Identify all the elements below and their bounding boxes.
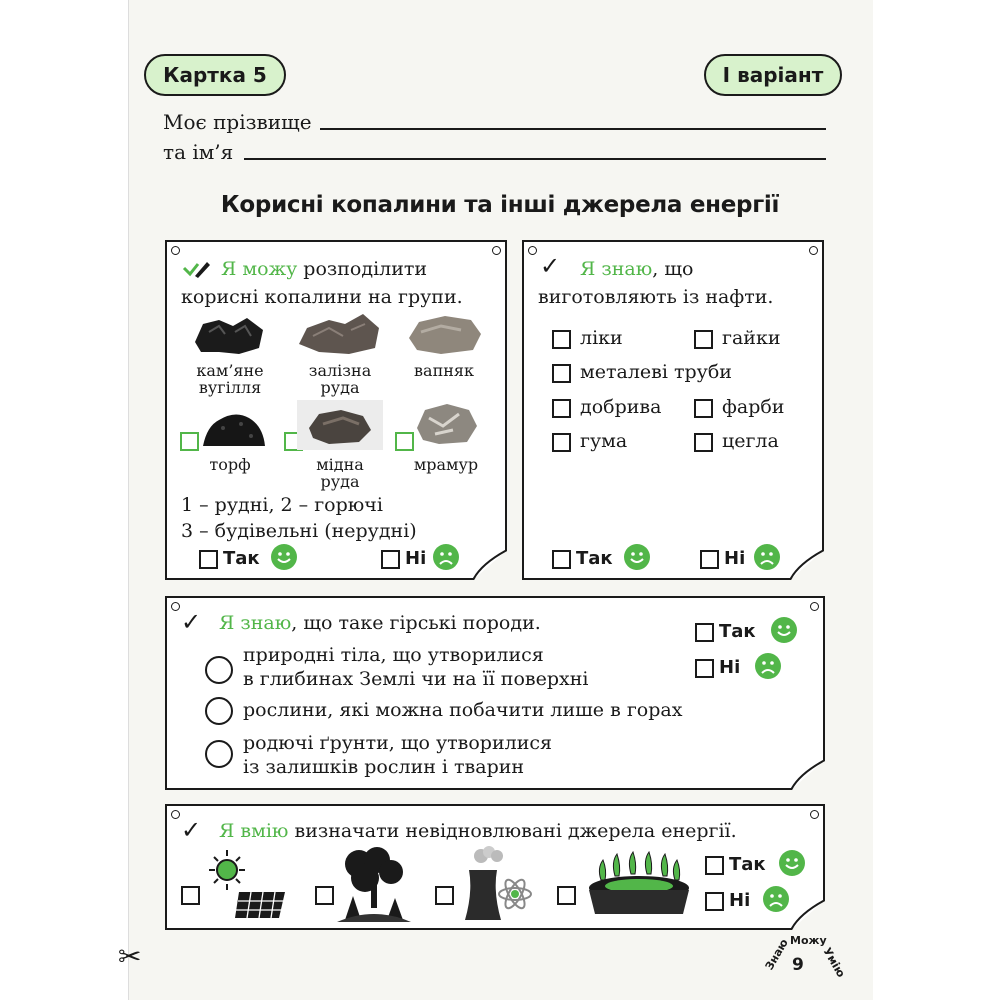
- pencil-check-icon: [181, 256, 211, 280]
- option-checkbox[interactable]: [694, 330, 713, 349]
- card3-lead-green: Я знаю: [219, 612, 292, 634]
- yes-label: Так: [223, 548, 260, 569]
- brand-word-3: Умію: [820, 945, 848, 980]
- page-title: Корисні копалини та інші джерела енергії: [220, 192, 780, 218]
- brand-word-2: Можу: [790, 934, 827, 947]
- no-label: Ні: [724, 548, 746, 569]
- scissors-icon: ✂: [118, 940, 142, 973]
- card-number-pill: [144, 54, 286, 96]
- mineral-label-line: вапняк: [414, 361, 474, 380]
- variant-label: І варіант: [722, 63, 824, 87]
- card1-lead-green: Я можу: [221, 258, 298, 280]
- energy-checkbox[interactable]: [315, 886, 334, 905]
- option-checkbox[interactable]: [552, 330, 571, 349]
- option-label: добрива: [580, 396, 662, 418]
- happy-face-icon: [779, 850, 805, 876]
- option-label: гума: [580, 430, 628, 452]
- iron-ore-icon: [295, 310, 385, 358]
- mineral-label-line: руда: [320, 472, 360, 491]
- mineral-label-marble: [401, 456, 491, 473]
- mineral-label-line: торф: [209, 455, 251, 474]
- mineral-label-iron: [295, 362, 385, 396]
- page-curl-icon: [791, 760, 825, 790]
- pin-icon: [528, 246, 537, 255]
- page-number: 9: [792, 955, 804, 975]
- card1-lead: [221, 258, 427, 280]
- energy-checkbox[interactable]: [435, 886, 454, 905]
- card4-lead: [219, 820, 737, 842]
- marble-icon: [413, 400, 481, 448]
- mineral-label-line: руда: [320, 378, 360, 397]
- card-energy-sources: [165, 804, 825, 930]
- option-label: природні тіла, що утворилися: [243, 644, 544, 666]
- option-label: із залишків рослин і тварин: [243, 756, 525, 778]
- card2-lead-green: Я знаю: [580, 258, 653, 280]
- card1-line2: корисні копалини на групи.: [181, 286, 463, 308]
- pin-icon: [810, 810, 819, 819]
- option-radio[interactable]: [205, 740, 233, 768]
- yes-checkbox[interactable]: [695, 623, 714, 642]
- yes-checkbox[interactable]: [705, 856, 724, 875]
- pin-icon: [171, 810, 180, 819]
- option-checkbox[interactable]: [552, 433, 571, 452]
- mineral-label-line: кам’яне: [196, 361, 264, 380]
- legend-line-1: 1 – рудні, 2 – горючі: [181, 494, 383, 516]
- surname-label: Моє прізвище: [163, 110, 312, 134]
- no-checkbox[interactable]: [700, 550, 719, 569]
- sad-face-icon: [755, 653, 781, 679]
- mineral-label-line: мідна: [316, 455, 364, 474]
- mineral-label-limestone: [399, 362, 489, 379]
- yes-checkbox[interactable]: [552, 550, 571, 569]
- option-label: родючі ґрунти, що утворилися: [243, 732, 552, 754]
- no-label: Ні: [405, 548, 427, 569]
- option-label: рослини, які можна побачити лише в горах: [243, 699, 683, 721]
- option-checkbox[interactable]: [694, 399, 713, 418]
- card2-lead: [580, 258, 693, 280]
- sad-face-icon: [754, 544, 780, 570]
- option-checkbox[interactable]: [694, 433, 713, 452]
- nuclear-plant-icon: [457, 846, 537, 922]
- forest-icon: [337, 846, 411, 922]
- mineral-checkbox-marble[interactable]: [395, 432, 414, 451]
- pin-icon: [492, 246, 501, 255]
- card-number-label: Картка 5: [163, 63, 267, 87]
- card4-lead-green: Я вмію: [219, 820, 289, 842]
- option-label: цегла: [722, 430, 779, 452]
- no-checkbox[interactable]: [705, 892, 724, 911]
- no-label: Ні: [719, 657, 741, 678]
- pin-icon: [810, 602, 819, 611]
- energy-checkbox[interactable]: [181, 886, 200, 905]
- checkmark-icon: ✓: [181, 816, 202, 844]
- card2-lead-rest: , що: [652, 258, 694, 280]
- option-checkbox[interactable]: [552, 364, 571, 383]
- limestone-icon: [405, 312, 485, 356]
- checkmark-icon: ✓: [540, 252, 561, 280]
- surname-field[interactable]: [320, 128, 826, 130]
- coal-icon: [189, 312, 269, 358]
- yes-label: Так: [729, 854, 766, 875]
- option-radio[interactable]: [205, 697, 233, 725]
- happy-face-icon: [624, 544, 650, 570]
- pin-icon: [809, 246, 818, 255]
- pin-icon: [171, 246, 180, 255]
- mineral-label-line: залізна: [308, 361, 372, 380]
- brand-word-1: Знаю: [762, 936, 791, 973]
- mineral-label-line: мрамур: [413, 455, 479, 474]
- card1-lead-rest: розподілити: [297, 258, 428, 280]
- option-radio[interactable]: [205, 656, 233, 684]
- card3-lead: [219, 612, 541, 634]
- card3-lead-rest: , що таке гірські породи.: [291, 612, 541, 634]
- sad-face-icon: [433, 544, 459, 570]
- no-checkbox[interactable]: [381, 550, 400, 569]
- card2-line2: виготовляють із нафти.: [538, 286, 774, 308]
- yes-label: Так: [719, 621, 756, 642]
- first-name-label: та ім’я: [163, 140, 234, 164]
- pin-icon: [171, 602, 180, 611]
- page-curl-icon: [791, 900, 825, 930]
- sad-face-icon: [763, 886, 789, 912]
- happy-face-icon: [271, 544, 297, 570]
- option-label: в глибинах Землі чи на її поверхні: [243, 668, 589, 690]
- card-minerals-groups: [165, 240, 507, 580]
- yes-checkbox[interactable]: [199, 550, 218, 569]
- checkmark-icon: ✓: [181, 608, 202, 636]
- option-label: металеві труби: [580, 361, 732, 383]
- option-label: фарби: [722, 396, 785, 418]
- option-label: гайки: [722, 327, 781, 349]
- legend-line-2: 3 – будівельні (нерудні): [181, 520, 417, 542]
- card-oil-products: [522, 240, 824, 580]
- copper-ore-icon: [303, 406, 375, 446]
- mineral-label-peat: [185, 456, 275, 473]
- gas-burner-icon: [581, 850, 691, 918]
- happy-face-icon: [771, 617, 797, 643]
- mineral-label-coal: [185, 362, 275, 396]
- no-checkbox[interactable]: [695, 659, 714, 678]
- card-rocks: [165, 596, 825, 790]
- solar-panel-icon: [205, 848, 289, 920]
- mineral-label-line: вугілля: [198, 378, 262, 397]
- yes-label: Так: [576, 548, 613, 569]
- card4-lead-rest: визначати невідновлювані джерела енергії.: [288, 820, 737, 842]
- page-curl-icon: [790, 550, 824, 580]
- mineral-label-copper: [295, 456, 385, 490]
- energy-checkbox[interactable]: [557, 886, 576, 905]
- option-checkbox[interactable]: [552, 399, 571, 418]
- no-label: Ні: [729, 890, 751, 911]
- mineral-checkbox-peat[interactable]: [180, 432, 199, 451]
- peat-icon: [201, 406, 267, 450]
- first-name-field[interactable]: [244, 158, 826, 160]
- option-label: ліки: [580, 327, 623, 349]
- page-curl-icon: [473, 550, 507, 580]
- variant-pill: [704, 54, 842, 96]
